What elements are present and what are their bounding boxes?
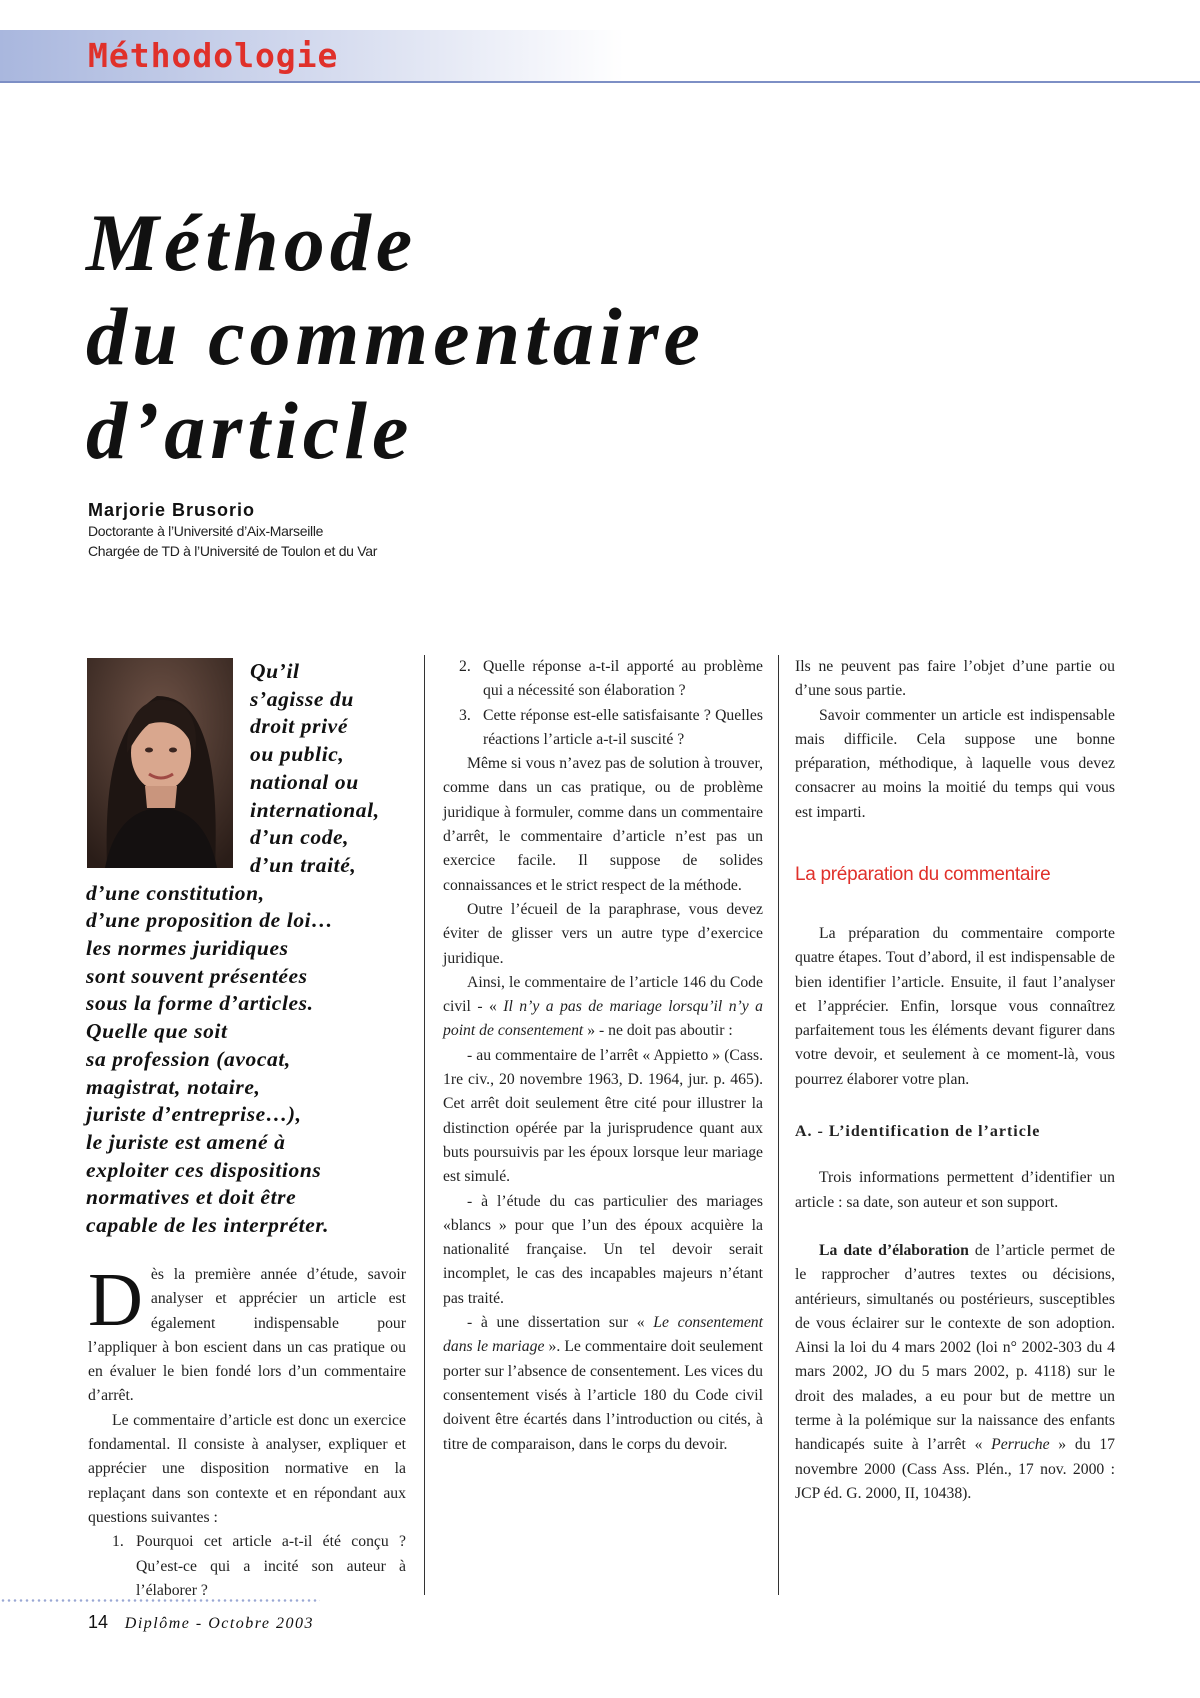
title-line: du commentaire bbox=[86, 291, 705, 382]
title-line: Méthode bbox=[86, 197, 418, 288]
lead-line: droit privé bbox=[250, 714, 348, 739]
author-block bbox=[88, 500, 377, 561]
bold-term: La date d’élaboration bbox=[819, 1241, 969, 1259]
article-title bbox=[86, 196, 705, 478]
footer-dotted-rule bbox=[0, 1599, 320, 1602]
body-column-3-continued bbox=[795, 922, 1115, 1506]
lead-line: d’un traité, bbox=[250, 852, 357, 877]
body-column-1 bbox=[88, 1258, 406, 1603]
question-text: Cette réponse est-elle satisfaisante ? Quelles réactions l’article a-t-il suscité ? bbox=[483, 706, 763, 748]
author-affiliation: Chargée de TD à l’Université de Toulon et du Var bbox=[88, 543, 378, 559]
body-column-3 bbox=[795, 655, 1115, 825]
quote: Il n’y a pas de mariage lorsqu’il n’y a point de consentement bbox=[443, 998, 764, 1040]
paragraph-text: - à une dissertation sur « bbox=[467, 1314, 645, 1332]
lead-line: sous la forme d’articles. bbox=[86, 991, 314, 1016]
column-rule bbox=[778, 655, 779, 1595]
body-paragraph bbox=[88, 1258, 406, 1409]
body-paragraph: Ils ne peuvent pas faire l’objet d’une partie ou d’une sous partie. bbox=[795, 658, 1115, 700]
question-item bbox=[443, 655, 763, 704]
title-line: d’article bbox=[86, 385, 414, 476]
column-rule bbox=[424, 655, 425, 1595]
lead-line: capable de les interpréter. bbox=[86, 1213, 330, 1238]
body-paragraph bbox=[443, 1311, 763, 1457]
lead-line: Qu’il bbox=[250, 659, 300, 683]
lead-line: juriste d’entreprise…), bbox=[86, 1102, 302, 1127]
question-list bbox=[443, 655, 763, 752]
lead-line: d’un code, bbox=[250, 825, 350, 850]
lead-line: Quelle que soit bbox=[86, 1019, 228, 1044]
body-paragraph: - à l’étude du cas particulier des mariages «blancs » pour que l’un des époux acquière la nationalité française. Un tel devoir serait incomplet, le cas des incapables majeurs n’étant pas traité. bbox=[443, 1192, 763, 1307]
section-tag: Méthodologie bbox=[88, 36, 339, 75]
question-number: 1. bbox=[112, 1533, 124, 1551]
question-text: Pourquoi cet article a-t-il été conçu ? Qu’est-ce qui a incité son auteur à l’élaborer ? bbox=[136, 1533, 406, 1599]
body-paragraph: Le commentaire d’article est donc un exercice fondamental. Il consiste à analyser, expliquer et apprécier une disposition normative en la replaçant dans son contexte et en répondant aux questions suivantes : bbox=[88, 1411, 406, 1526]
lead-line: le juriste est amené à bbox=[86, 1129, 286, 1154]
author-affiliation: Doctorante à l’Université d’Aix-Marseille bbox=[88, 523, 324, 539]
lead-line: ou public, bbox=[250, 742, 345, 767]
lead-line: sont souvent présentées bbox=[86, 963, 308, 988]
lead-paragraph bbox=[86, 658, 411, 1240]
paragraph-text: » du 17 novembre 2000 (Cass Ass. Plén., 17 nov. 2000 : JCP éd. G. 2000, II, 10438). bbox=[795, 1436, 1116, 1502]
body-paragraph bbox=[443, 971, 763, 1044]
lead-line: international, bbox=[250, 797, 380, 822]
paragraph-text: Ainsi, le commentaire de l’article 146 du Code civil - « bbox=[443, 973, 763, 1016]
lead-line: les normes juridiques bbox=[86, 936, 289, 961]
lead-line: national ou bbox=[250, 769, 359, 794]
lead-line: d’une proposition de loi… bbox=[86, 908, 334, 933]
subsection-heading: A. - L’identification de l’article bbox=[795, 1123, 1041, 1141]
body-paragraph bbox=[795, 1239, 1115, 1506]
question-number: 2. bbox=[459, 658, 471, 675]
drop-cap: D bbox=[88, 1258, 143, 1342]
header-rule bbox=[0, 81, 1200, 83]
paragraph-text: » - ne doit pas aboutir : bbox=[587, 1022, 733, 1040]
quote: Perruche bbox=[991, 1436, 1050, 1454]
paragraph-text: ». Le commentaire doit seulement porter sur l’absence de consentement. Les vices du consentement visés à l’article 180 du Code civil doivent être écartés dans l’introduction ou cités, à titre de comparaison, dans le corps du devoir. bbox=[443, 1338, 763, 1453]
question-list bbox=[88, 1530, 406, 1603]
body-column-2 bbox=[443, 655, 763, 1457]
question-number: 3. bbox=[459, 706, 471, 724]
question-item bbox=[443, 704, 763, 753]
paragraph-text: de l’article permet de le rapprocher d’autres textes ou décisions, antérieurs, simultanés ou postérieurs, susceptibles de vous éclairer sur le contexte de son adoption. Ainsi la loi du 4 mars 2002 (loi n° 2002-303 du 4 mars 2002, JO du 5 mars 2002, p. 4118) sur le droit des malades, a eu pour but de mettre un terme à la polémique sur la naissance des enfants handicapés suite à l’arrêt « bbox=[795, 1241, 1116, 1454]
page-number: 14 bbox=[88, 1612, 109, 1632]
lead-line: s’agisse du bbox=[250, 686, 354, 711]
body-paragraph: - au commentaire de l’arrêt « Appietto » (Cass. 1re civ., 20 novembre 1963, D. 1964, jur. p. 465). Cet arrêt doit seulement être cité pour illustrer la distinction opérée par la jurisprudence quant aux buts poursuivis par les époux lorsque leur mariage est simulé. bbox=[443, 1046, 763, 1186]
body-paragraph: La préparation du commentaire comporte quatre étapes. Tout d’abord, il est indispensable de bien identifier l’article. Ensuite, il faut l’analyser et l’apprécier. Enfin, lorsque vous connaîtrez parfaitement tous les éléments devant figurer dans votre devoir, et seulement à ce moment-là, vous pourrez élaborer votre plan. bbox=[795, 925, 1115, 1088]
magazine-issue: Diplôme - Octobre 2003 bbox=[124, 1615, 315, 1632]
section-heading: La préparation du commentaire bbox=[795, 864, 1051, 885]
lead-line: normatives et doit être bbox=[86, 1185, 297, 1210]
body-paragraph: Trois informations permettent d’identifier un article : sa date, son auteur et son support. bbox=[795, 1169, 1115, 1211]
paragraph-text: ès la première année d’étude, savoir analyser et apprécier un article est également indispensable pour l’appliquer à bon escient dans un cas pratique ou en évaluer le bien fondé lors d’un commentaire d’arrêt. bbox=[88, 1266, 406, 1405]
page-footer bbox=[88, 1612, 314, 1633]
question-item bbox=[88, 1530, 406, 1603]
body-paragraph: Même si vous n’avez pas de solution à trouver, comme dans un cas pratique, ou de problème juridique à formuler, comme dans un commentaire d’arrêt, le commentaire d’article n’est pas un exercice facile. Il suppose de solides connaissances et le strict respect de la méthode. bbox=[443, 755, 763, 894]
body-paragraph: Outre l’écueil de la paraphrase, vous devez éviter de glisser vers un autre type d’exercice juridique. bbox=[443, 900, 763, 967]
lead-line: d’une constitution, bbox=[86, 880, 265, 905]
lead-line: sa profession (avocat, bbox=[86, 1046, 291, 1071]
author-name: Marjorie Brusorio bbox=[88, 500, 256, 520]
lead-line: magistrat, notaire, bbox=[86, 1074, 261, 1099]
question-text: Quelle réponse a-t-il apporté au problème qui a nécessité son élaboration ? bbox=[483, 658, 763, 700]
quote: Le consentement dans le mariage bbox=[443, 1314, 763, 1356]
body-paragraph: Savoir commenter un article est indispensable mais difficile. Cela suppose une bonne préparation, méthodique, à laquelle vous devez consacrer au moins la moitié du temps qui vous est imparti. bbox=[795, 706, 1115, 821]
lead-line: exploiter ces dispositions bbox=[86, 1157, 322, 1182]
